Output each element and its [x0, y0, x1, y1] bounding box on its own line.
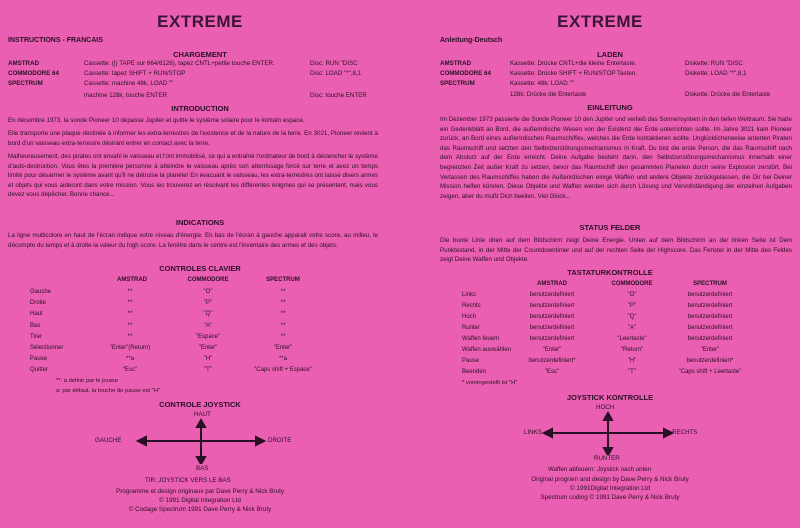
control-key: "Q"	[203, 311, 213, 318]
loading-text: Kassette: 48k: LOAD ""	[510, 80, 574, 87]
control-key: "Caps shift + Leertaste"	[678, 369, 742, 375]
credit-line: Original program and design by Dave Perry & Nick Bruty	[531, 476, 689, 483]
control-key: **	[280, 300, 286, 307]
loading-heading: CHARGEMENT	[173, 50, 227, 59]
loading-row: AMSTRAD	[8, 60, 39, 67]
loading-label: COMMODORE 64	[8, 70, 59, 77]
control-key: **	[127, 333, 133, 340]
joystick-down-label: BAS	[196, 465, 209, 472]
credit-line: © 1991Digital Integration Ltd	[570, 485, 650, 492]
control-key: "Enter"	[542, 347, 562, 353]
credit-line: Spectrum coding © 1991 Dave Perry & Nick Bruty	[540, 494, 680, 501]
loading-text: Cassette: (|) TAPE sur 664/6128), tapez CNTL+petite touche ENTER.	[84, 60, 275, 67]
loading-disc: Diskette: RUN "DISC	[685, 60, 743, 67]
column-header: COMMODORE	[187, 277, 229, 283]
control-key: benutzerdefiniert	[529, 292, 575, 298]
intro-paragraph: Elle transporte une plaque destinée à informer les extra-terrestres de l'existence et de la nature de la terre. En 3021, Pioneer revient à bord d'un vaisseau extra-terrestre désirant entrer en contact avec la terre.	[8, 130, 378, 147]
loading-text: Cassette: machine 48k, LOAD ""	[84, 80, 174, 87]
control-action: Gauche	[30, 289, 52, 295]
control-action: Bas	[30, 322, 41, 329]
control-key: "A"	[627, 325, 637, 331]
control-key: "Esc"	[122, 367, 138, 374]
credit-line: © 1991 Digital Integration Ltd	[159, 497, 241, 504]
intro-paragraph: Malheureusement, des pirates ont envahi le vaisseau et l'ont immobilisé, ce qui a entraîné l'ordinateur de bord à déclencher le système d'auto-destruction. Vous êtes la première personne à atteindre le vaisseau après son atterrissage forcé sur terre et avez un temps limité pour désarmer le système avant qu'il ne détruise la planète! En évacuant le vaisseau, les extra-terrestres ont laissé divers armes et objets qui vous aideront dans votre mission. Vous les trouverez en résolvant les différentes énigmes qui se présentent, mais vous devez vous dépêcher. Bonne chance...	[8, 153, 378, 199]
loading-disc: Disc: touche ENTER	[310, 92, 367, 99]
page-title: EXTREME	[557, 12, 643, 31]
control-action: Rechts	[462, 303, 481, 309]
control-key: "Enter"	[700, 347, 720, 353]
controls-note: a: par défaut, la touche de pause est "H"	[56, 388, 161, 394]
control-key: benutzerdefiniert	[687, 303, 733, 309]
control-key: benutzerdefiniert	[687, 314, 733, 320]
control-key: **	[280, 333, 286, 340]
intro-heading: INTRODUCTION	[171, 104, 229, 113]
intro-paragraph: En décembre 1973, la sonde Pioneer 10 dépasse Jupiter et quitte le système solaire pour le lointain espace.	[8, 117, 305, 124]
control-key: "Espace"	[195, 333, 221, 340]
column-header: COMMODORE	[611, 281, 653, 287]
credits	[470, 475, 750, 502]
loading-heading: LADEN	[597, 50, 623, 59]
status-heading: STATUS FELDER	[579, 223, 641, 232]
joystick-right-label: DROITE	[268, 437, 292, 444]
column-header: SPECTRUM	[266, 277, 300, 283]
control-action: Waffen auswählen	[462, 347, 512, 353]
loading-label: SPECTRUM	[8, 80, 43, 87]
control-key: "Return"	[620, 347, 644, 353]
control-key: "O"	[203, 289, 213, 295]
control-action: Tirer	[30, 333, 43, 340]
credits	[60, 487, 340, 514]
joystick-fire-text: TIR: JOYSTICK VERS LE BAS	[145, 477, 231, 484]
control-key: benutzerdefiniert	[687, 325, 733, 331]
control-key: benutzerdefiniert	[687, 336, 733, 342]
status-text: Die bunte Linie oben auf dem Bildschirm zeigt Deine Energie. Unten auf dem Bildschirm an der linken Seite ist Dein Punktestand, in der Mitte der Countdowntimer und auf der rechten Seite der Highscore. Das Fenster in der Mitte des Feldes zeigt Deine Waffen und Objekte.	[440, 237, 792, 264]
control-action: Beenden	[462, 369, 487, 375]
control-action: Pause	[462, 358, 480, 364]
control-key: "O"	[627, 292, 637, 298]
control-action: Links	[462, 292, 477, 298]
control-key: **a	[278, 356, 288, 363]
column-header: SPECTRUM	[693, 281, 727, 287]
control-key: "T"	[204, 367, 212, 374]
joystick-heading: JOYSTICK KONTROLLE	[566, 393, 654, 402]
control-action: Quitter	[30, 367, 49, 374]
control-key: "A"	[203, 322, 213, 329]
column-header: AMSTRAD	[117, 277, 147, 283]
joystick-heading: CONTROLE JOYSTICK	[159, 400, 241, 409]
loading-disc: Disc: RUN "DISC	[310, 60, 358, 67]
indications-text: La ligne multicolore en haut de l'écran indique votre niveau d'énergie. En bas de l'écran à gauche apparait votre score, au milieu, le décompte du temps et à droite la valeur du high score. La fenêtre dans le centre est l'inventaire des armes et des objets.	[8, 232, 378, 249]
credit-line: © Codage Spectrum 1991 Dave Perry & Nick Bruty	[128, 506, 272, 513]
control-key: **	[280, 311, 286, 318]
control-key: "H"	[203, 356, 213, 363]
control-key: benutzerdefiniert	[529, 336, 575, 342]
loading-text: machine 128k, touche ENTER	[84, 92, 168, 99]
intro-heading: EINLEITUNG	[587, 103, 633, 112]
joystick-cross-icon	[538, 411, 678, 455]
control-action: Pause	[30, 356, 48, 363]
control-key: "H"	[627, 358, 637, 364]
joystick-left-label: GAUCHE	[95, 437, 122, 444]
loading-label: SPECTRUM	[440, 80, 475, 87]
loading-text: Cassette: tapez SHIFT + RUN/STOP	[84, 70, 186, 77]
control-key: "Enter"(Return)	[109, 345, 151, 351]
controls-note: **: à definir par le joueur	[56, 378, 119, 384]
joystick-up-label: HOCH	[596, 404, 615, 411]
loading-label: AMSTRAD	[440, 60, 471, 67]
language-heading: Anleitung-Deutsch	[440, 37, 503, 44]
indications-heading: INDICATIONS	[175, 218, 225, 227]
intro-paragraph: Im Dezember 1973 passierte die Sonde Pioneer 10 den Jupiter und verließ das Sonnensystem in den tiefen Weltraum. Sie hatte ein Gedenkblatt an Bord, die außerirdische Wesen von der Existenz der Erde unterrichten sollte. Im Jahre 3021 kam Pioneer zurück, an Bord eines außerirdischen Raumschiffes, welches die Erde kontaktieren wollte. Unglücklicherweise enterten Piraten das Raumschiff und setzten den Selbstzerstörungsmechanismus in Kraft. Du bist die erste Person, die das Raumschiff nach dem Absturz auf der Erde erreicht. Deine Aufgabe besteht darin, den Selbstzerstörungsmechanismus innerhalb einer begrenzten Zeit außer Kraft zu setzen, bevor das Raumschiff den gesammten Planeten durch seine Explosion zerstört. Bei Verlassen des Raumschiffes haben die Außerirdischen einige Waffen und andere Objekte zurückgelassen, die Dir bei Deiner Mission helfen können. Diese Objekte und Waffen werden sich durch Lösung und Vervollständigung der einzelnen Aufgaben zeigen, aber du mußt Dich beeilen. Viel Glück...	[440, 116, 792, 200]
loading-text: Kassette: Drücke SHIFT + RUN/STOP Tasten.	[510, 70, 637, 77]
control-key: "T"	[628, 369, 636, 375]
joystick-up-label: HAUT	[194, 411, 211, 418]
control-action: Hoch	[462, 314, 477, 320]
control-key: "Esc"	[544, 369, 560, 375]
control-key: benutzerdefiniert	[529, 303, 575, 309]
control-action: Sélectionner	[30, 345, 64, 351]
control-key: benutzerdefiniert	[529, 314, 575, 320]
control-key: "Caps shift + Espace"	[254, 367, 312, 374]
loading-disc: Disc: LOAD "*",8,1	[310, 70, 362, 77]
control-key: **	[127, 300, 133, 307]
joystick-fire-text: Waffen abfeuern: Joystick nach unten	[548, 466, 652, 473]
loading-disc: Diskette: Drücke die Entertaste	[685, 91, 771, 98]
controls-heading: TASTATURKONTROLLE	[567, 268, 653, 277]
control-key: "P"	[627, 303, 637, 309]
control-action: Waffen feuern	[462, 336, 500, 342]
joystick-down-label: RUNTER	[594, 455, 620, 462]
joystick-left-label: LINKS	[524, 429, 542, 436]
page-title: EXTREME	[157, 12, 243, 31]
loading-label: COMMODORE 64	[440, 70, 491, 77]
control-key: **	[280, 322, 286, 329]
control-key: **a	[125, 356, 135, 363]
loading-disc: Diskette: LOAD "*",8,1	[685, 70, 747, 77]
control-action: Droite	[30, 300, 47, 307]
control-key: "Leertaste"	[617, 336, 647, 342]
language-heading: INSTRUCTIONS - FRANCAIS	[8, 37, 103, 44]
credit-line: Programme et design originaux par Dave Perry & Nick Bruty	[116, 488, 284, 495]
control-key: "Enter"	[198, 345, 218, 351]
loading-text: 128k: Drücke die Entertaste	[510, 91, 587, 98]
controls-note: * voreingestellt ist "H"	[462, 380, 518, 386]
loading-text: Kassette: Drücke CNTL+die kleine Entertaste.	[510, 60, 637, 67]
joystick-cross-icon	[120, 418, 280, 464]
controls-heading: CONTROLES CLAVIER	[159, 264, 241, 273]
control-key: benutzerdefiniert*	[686, 358, 734, 364]
control-key: "P"	[203, 300, 213, 307]
control-key: "Enter"	[273, 345, 293, 351]
control-key: **	[280, 289, 286, 295]
control-key: **	[127, 311, 133, 318]
german-page	[400, 0, 800, 528]
control-key: benutzerdefiniert*	[528, 358, 576, 364]
control-key: "Q"	[627, 314, 637, 320]
joystick-right-label: RECHTS	[672, 429, 698, 436]
control-key: **	[127, 289, 133, 295]
control-key: benutzerdefiniert	[687, 292, 733, 298]
control-action: Haut	[30, 311, 43, 318]
control-key: benutzerdefiniert	[529, 325, 575, 331]
control-key: **	[127, 322, 133, 329]
control-action: Runter	[462, 325, 481, 331]
column-header: AMSTRAD	[537, 281, 567, 287]
